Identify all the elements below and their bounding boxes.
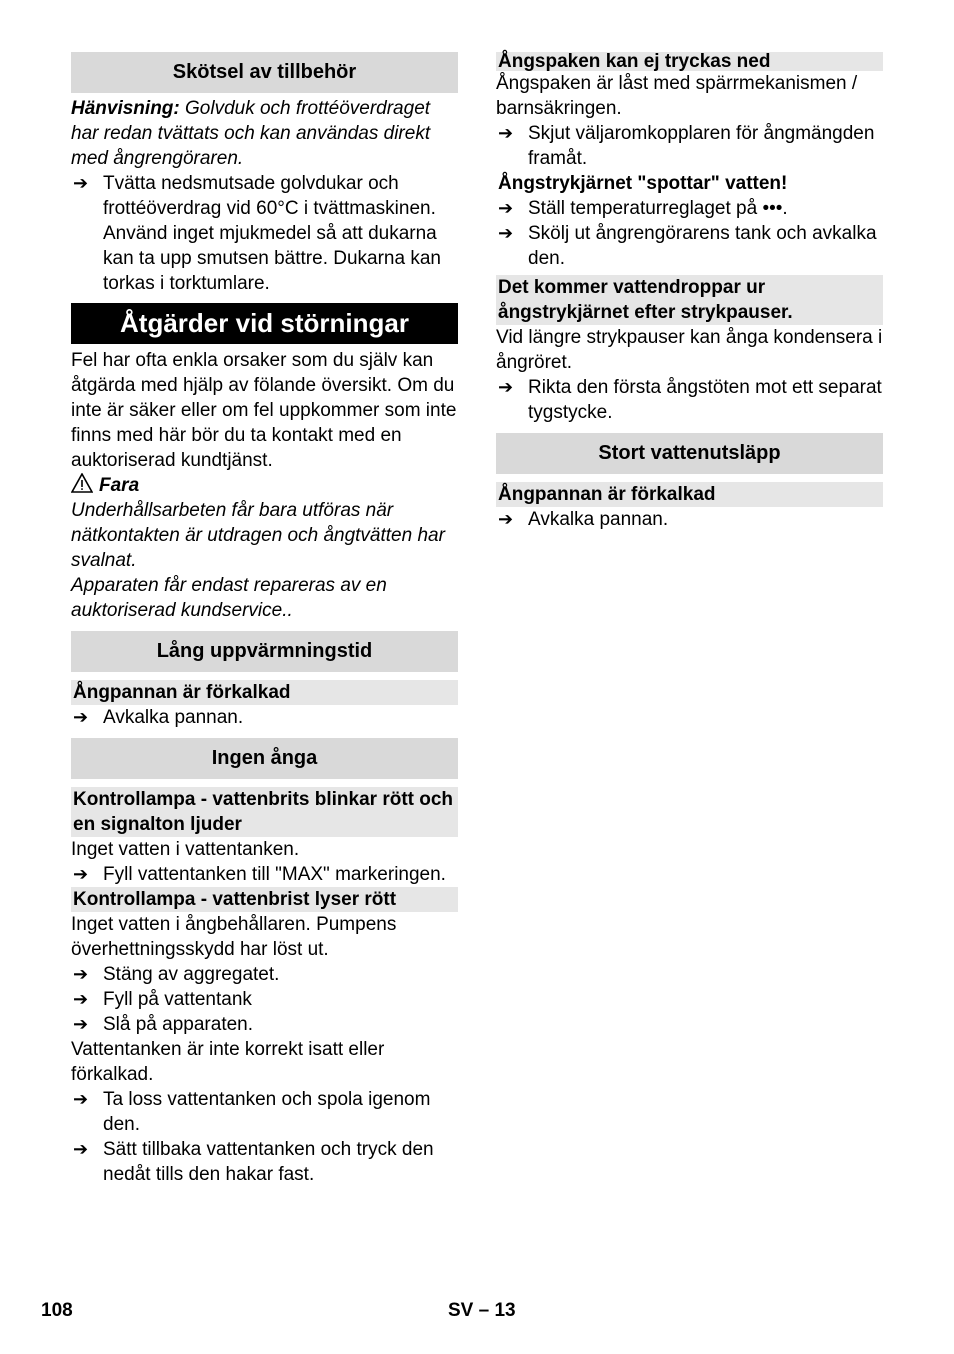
lamp-red-bullet: ➔ Fyll på vattentank bbox=[71, 987, 458, 1012]
lever-text: Ångspaken är låst med spärrmekanismen / barnsäkringen. bbox=[496, 73, 858, 119]
lever-sub: Ångspaken kan ej tryckas ned bbox=[496, 52, 883, 71]
spit-bullet: ➔ Skölj ut ångrengörarens tank och avkalka den. bbox=[496, 221, 883, 271]
left-column bbox=[71, 52, 458, 1187]
danger-text-2: Apparaten får endast repareras av en auktoriserad kundservice.. bbox=[71, 575, 387, 621]
descaled-sub: Ångpannan är förkalkad bbox=[71, 680, 458, 705]
danger-label: Fara bbox=[99, 475, 140, 496]
danger-text-1: Underhållsarbeten får bara utföras när nätkontakten är utdragen och ångtvätten har svalnat. bbox=[71, 500, 445, 571]
spit-sub: Ångstrykjärnet "spottar" vatten! bbox=[498, 173, 788, 194]
note-label: Hänvisning: bbox=[71, 98, 180, 119]
page-number: 108 bbox=[41, 1300, 73, 1321]
lamp-red-bullet: ➔ Slå på apparaten. bbox=[71, 1012, 458, 1037]
drops-text: Vid längre strykpauser kan ånga kondensera i ångröret. bbox=[496, 327, 883, 373]
danger-line bbox=[71, 473, 458, 498]
warning-triangle-icon bbox=[71, 473, 93, 493]
descaled-sub-right: Ångpannan är förkalkad bbox=[496, 482, 883, 507]
lamp-red-sub: Kontrollampa - vattenbrist lyser rött bbox=[71, 887, 458, 912]
tank-bullet: ➔ Sätt tillbaka vattentanken och tryck den nedåt tills den hakar fast. bbox=[71, 1137, 458, 1187]
tank-text: Vattentanken är inte korrekt isatt eller förkalkad. bbox=[71, 1039, 385, 1085]
long-heat-heading: Lång uppvärmningstid bbox=[71, 631, 458, 672]
lamp-red-text: Inget vatten i ångbehållaren. Pumpens överhettningsskydd har löst ut. bbox=[71, 914, 397, 960]
lang-page-label: SV – 13 bbox=[448, 1300, 516, 1321]
lamp-blink-sub: Kontrollampa - vattenbrits blinkar rött och en signalton ljuder bbox=[71, 787, 458, 837]
right-column bbox=[496, 52, 883, 532]
drops-sub: Det kommer vattendroppar ur ångstrykjärnet efter strykpauser. bbox=[496, 275, 883, 325]
descaled-bullet-right: ➔ Avkalka pannan. bbox=[496, 507, 883, 532]
descaled-bullet: ➔ Avkalka pannan. bbox=[71, 705, 458, 730]
note-paragraph bbox=[71, 96, 458, 171]
lamp-blink-bullet: ➔ Fyll vattentanken till "MAX" markeringen. bbox=[71, 862, 458, 887]
drops-bullet: ➔ Rikta den första ångstöten mot ett separat tygstycke. bbox=[496, 375, 883, 425]
note-text: Golvduk och frottéöverdraget har redan tvättats och kan användas direkt med ångrengöraren. bbox=[71, 98, 431, 169]
lever-bullet: ➔ Skjut väljaromkopplaren för ångmängden framåt. bbox=[496, 121, 883, 171]
lamp-blink-text: Inget vatten i vattentanken. bbox=[71, 839, 300, 860]
no-steam-heading: Ingen ånga bbox=[71, 738, 458, 779]
intro-text: Fel har ofta enkla orsaker som du själv kan åtgärda med hjälp av fölande översikt. Om du inte är säker eller om fel uppkommer som inte finns med här bör du ta kontakt med en auktoriserad kundtjänst. bbox=[71, 350, 457, 471]
care-heading: Skötsel av tillbehör bbox=[71, 52, 458, 93]
care-bullet: ➔ Tvätta nedsmutsade golvdukar och frottéöverdrag vid 60°C i tvättmaskinen. Använd inget mjukmedel så att dukarna kan ta upp smutsen bättre. Dukarna kan torkas i torktumlare. bbox=[71, 171, 458, 296]
tank-bullet: ➔ Ta loss vattentanken och spola igenom den. bbox=[71, 1087, 458, 1137]
spit-bullet: ➔ Ställ temperaturreglaget på •••. bbox=[496, 196, 883, 221]
water-heading: Stort vattenutsläpp bbox=[496, 433, 883, 474]
lamp-red-bullet: ➔ Stäng av aggregatet. bbox=[71, 962, 458, 987]
main-heading: Åtgärder vid störningar bbox=[71, 303, 458, 344]
